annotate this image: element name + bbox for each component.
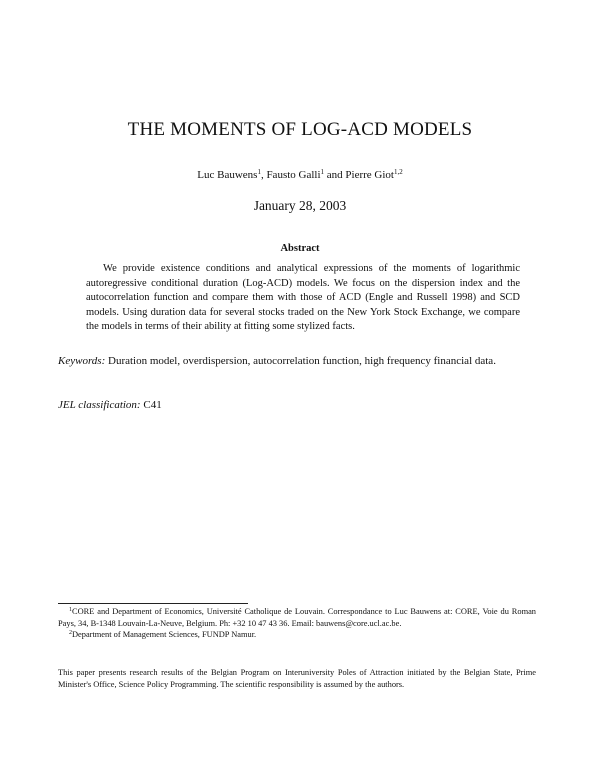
footnote-mark: 2 — [69, 630, 72, 637]
footnote — [58, 629, 536, 641]
author-name: Luc Bauwens — [197, 169, 258, 181]
author-separator: , — [260, 169, 267, 181]
footnotes — [58, 606, 536, 641]
author-line — [0, 169, 600, 181]
keywords-text: Duration model, overdispersion, autocorrelation function, high frequency financial data. — [105, 355, 496, 367]
author-separator: and — [324, 169, 346, 181]
author-name: Fausto Galli — [266, 169, 321, 181]
footnote — [58, 606, 536, 629]
author-name: Pierre Giot — [345, 169, 394, 181]
paper-title: THE MOMENTS OF LOG-ACD MODELS — [127, 119, 473, 140]
footnote-text: Department of Management Sciences, FUNDP Namur. — [72, 630, 257, 640]
author-affiliation-mark: 1 — [320, 168, 325, 176]
jel-code: C41 — [140, 399, 162, 411]
keywords-paragraph — [58, 353, 536, 369]
abstract-text: We provide existence conditions and analytical expressions of the moments of logarithmic autoregressive conditional duration (Log-ACD) models. We focus on the dispersion index and the autocorrelation function and compare them with those of ACD (Engle and Russell 1998) and SCD models. Using duration data for several stocks traded on the New York Stock Exchange, we compare the models in terms of their ability at fitting some stylized facts. — [86, 263, 520, 333]
footnote-text: CORE and Department of Economics, Université Catholique de Louvain. Correspondance to Luc Bauwens at: CORE, Voie du Roman Pays, 34, B-1348 Louvain-La-Neuve, Belgium. Ph: +32 10 47 43 36. Email: bauwens@core.ucl.ac.be. — [58, 607, 536, 628]
jel-classification — [58, 399, 162, 411]
author-affiliation-mark: 1 — [257, 168, 261, 176]
author-affiliation-mark: 1,2 — [394, 168, 403, 176]
funding-note: This paper presents research results of the Belgian Program on Interuniversity Poles of Attraction initiated by the Belgian State, Prime Minister's Office, Science Policy Programming. The scientific responsibility is assumed by the authors. — [58, 668, 536, 689]
jel-label: JEL classification: — [58, 399, 141, 411]
keywords-label: Keywords: — [58, 355, 106, 367]
footnote-divider — [58, 603, 248, 604]
abstract-heading: Abstract — [280, 243, 320, 254]
footnote-mark: 1 — [69, 607, 72, 613]
paper-date: January 28, 2003 — [253, 198, 347, 213]
